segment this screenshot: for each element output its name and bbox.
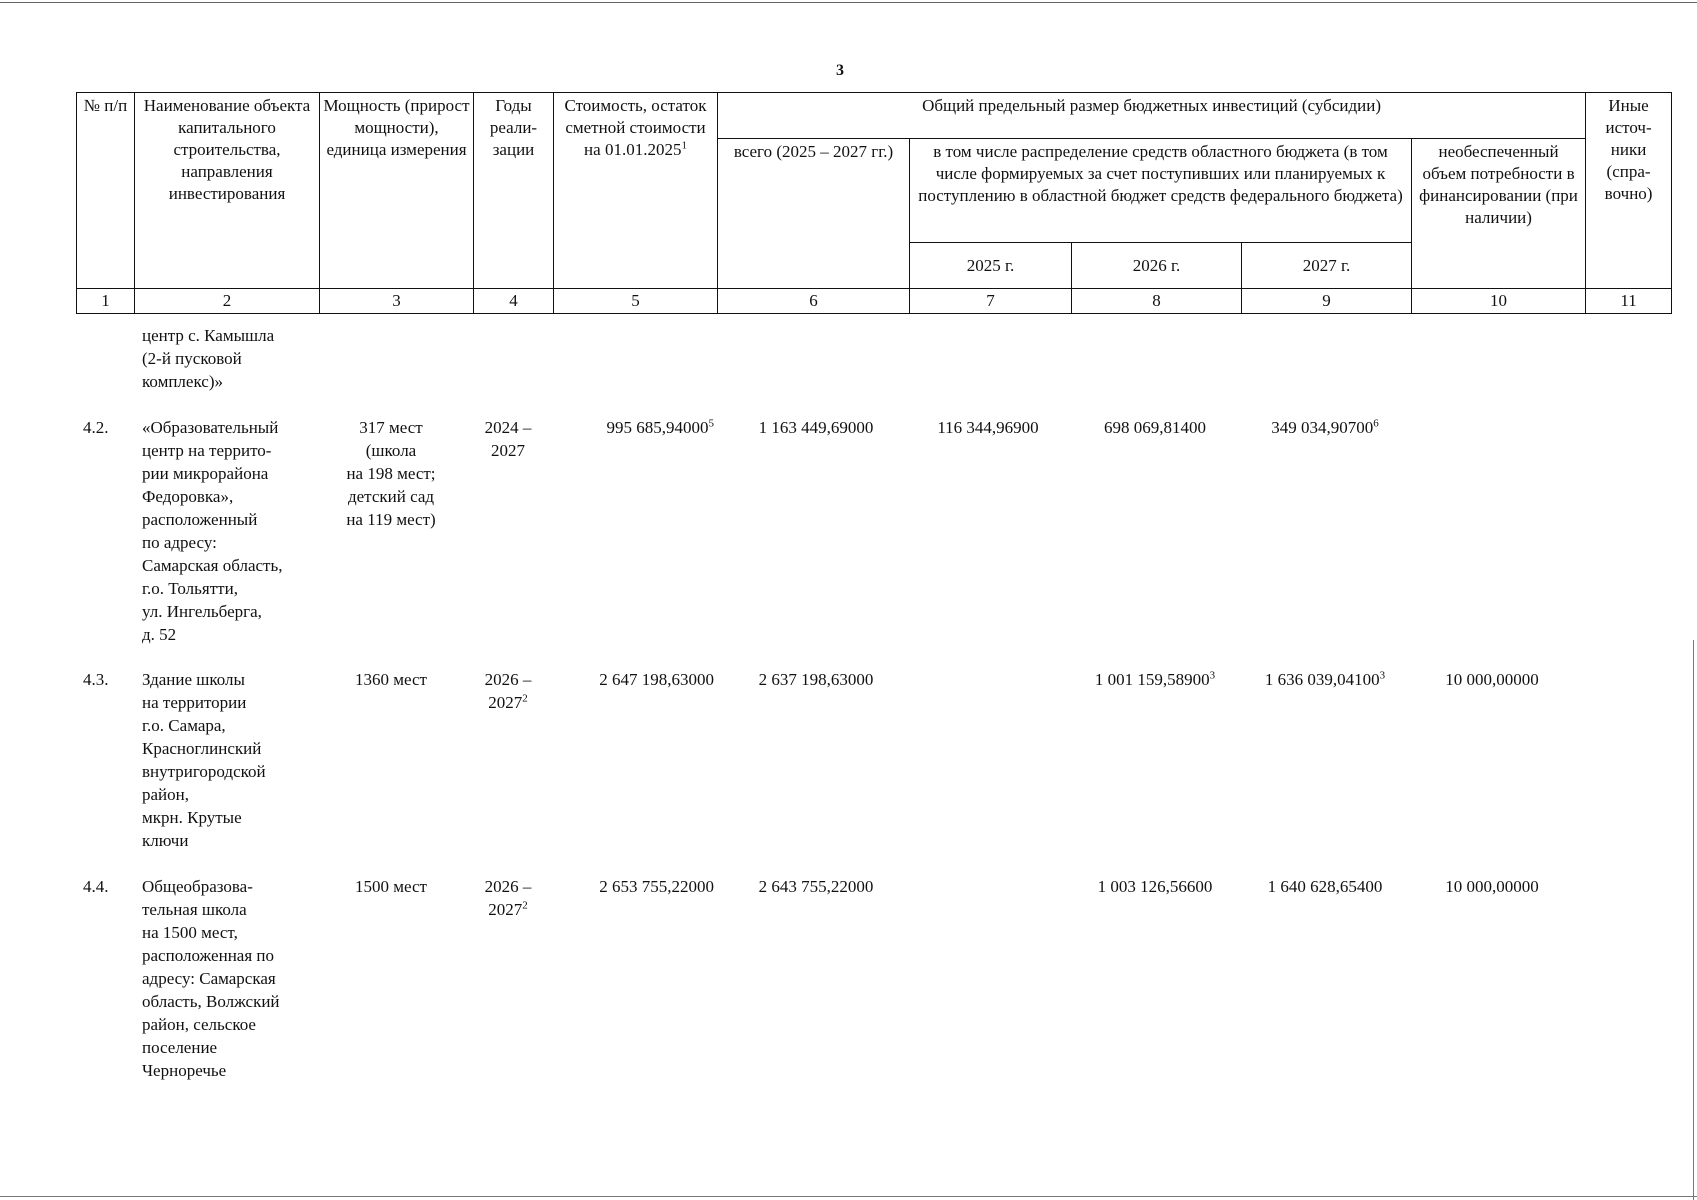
text-line: (2-й пусковой — [142, 349, 242, 368]
column-number: 10 — [1412, 289, 1586, 314]
text-line: район, — [142, 785, 189, 804]
years-end-text: 2027 — [488, 693, 523, 712]
header-other: Иные источ-ники (спра-вочно) — [1586, 93, 1672, 289]
text-line: на территории — [142, 693, 247, 712]
text-line: (школа — [365, 441, 417, 460]
years-end — [470, 691, 546, 714]
cost-note: 5 — [708, 417, 714, 430]
row-number: 4.2. — [83, 418, 109, 437]
column-number: 1 — [77, 289, 135, 314]
years-start: 2026 – — [484, 877, 532, 896]
text-line: Красноглинский — [142, 739, 262, 758]
text-line: комплекс)» — [142, 372, 223, 391]
text-line: 1500 мест — [355, 877, 427, 896]
years-end-text: 2027 — [488, 900, 523, 919]
amount-2026 — [1072, 668, 1238, 691]
text-line: д. 52 — [142, 625, 177, 644]
amount-2026-value: 698 069,81400 — [1104, 418, 1206, 437]
text-line: ул. Ингельберга, — [142, 602, 262, 621]
amount-2025: 116 344,96900 — [937, 418, 1039, 437]
years-note: 2 — [522, 899, 528, 912]
bottom-rule — [0, 1196, 1697, 1197]
text-line: Здание школы — [142, 670, 245, 689]
total: 1 163 449,69000 — [758, 418, 874, 437]
column-number: 2 — [135, 289, 320, 314]
unfunded: 10 000,00000 — [1445, 670, 1539, 689]
text-line: поселение — [142, 1038, 218, 1057]
column-number: 6 — [718, 289, 910, 314]
amount-2026-value: 1 001 159,58900 — [1094, 670, 1210, 689]
years — [470, 668, 546, 714]
cost — [556, 668, 714, 691]
header-group-title: Общий предельный размер бюджетных инвестиций (субсидии) — [718, 93, 1586, 139]
text-line: тельная школа — [142, 900, 247, 919]
amount-2027-value: 349 034,90700 — [1271, 418, 1374, 437]
object-name — [142, 875, 312, 1082]
header-cost-text: Стоимость, остаток сметной стоимости на 01.01.2025 — [564, 96, 707, 159]
amount-2027-value: 1 640 628,65400 — [1267, 877, 1383, 896]
years-start: 2026 – — [484, 670, 532, 689]
cost-value: 2 653 755,22000 — [599, 877, 714, 896]
text-line: г.о. Тольятти, — [142, 579, 238, 598]
years-end — [470, 898, 546, 921]
header-years: Годы реали-зации — [474, 93, 554, 289]
header-name: Наименование объекта капитального строительства, направления инвестирования — [135, 93, 320, 289]
unfunded: 10 000,00000 — [1445, 877, 1539, 896]
amount-2027-note: 3 — [1379, 669, 1386, 682]
years — [470, 875, 546, 921]
capacity — [316, 668, 466, 691]
text-line: расположенная по — [142, 946, 274, 965]
text-line: детский сад — [347, 487, 435, 506]
cost-value: 995 685,94000 — [606, 418, 709, 437]
header-year-2027: 2027 г. — [1242, 243, 1412, 289]
column-number: 11 — [1586, 289, 1672, 314]
amount-2026 — [1072, 416, 1238, 439]
amount-2027 — [1242, 416, 1408, 439]
text-line: на 119 мест) — [346, 510, 436, 529]
row-number: 4.4. — [83, 877, 109, 896]
text-line: адресу: Самарская — [142, 969, 276, 988]
years-note: 2 — [522, 692, 528, 705]
amount-2026-value: 1 003 126,56600 — [1097, 877, 1213, 896]
object-name — [142, 416, 312, 646]
column-number: 8 — [1072, 289, 1242, 314]
amount-2026 — [1072, 875, 1238, 898]
cost-value: 2 647 198,63000 — [599, 670, 714, 689]
years-start: 2024 – — [484, 418, 532, 437]
amount-2027-note: 6 — [1373, 417, 1379, 430]
text-line: 317 мест — [359, 418, 423, 437]
text-line: г.о. Самара, — [142, 716, 226, 735]
amount-2027 — [1242, 668, 1408, 691]
header-total: всего (2025 – 2027 гг.) — [718, 139, 910, 289]
header-unfunded: необеспеченный объем потребности в финансировании (при наличии) — [1412, 139, 1586, 289]
header-year-2026: 2026 г. — [1072, 243, 1242, 289]
years-end — [470, 439, 546, 462]
column-number: 5 — [554, 289, 718, 314]
capacity — [316, 875, 466, 898]
years — [470, 416, 546, 462]
text-line: Федоровка», — [142, 487, 234, 506]
row-number: 4.3. — [83, 670, 109, 689]
text-line: центр на террито- — [142, 441, 272, 460]
text-line: внутригородской — [142, 762, 266, 781]
header-distribution: в том числе распределение средств областного бюджета (в том числе формируемых за счет поступивших или планируемых к поступлению в областной бюджет средств федерального бюджета) — [910, 139, 1412, 243]
header-year-2025: 2025 г. — [910, 243, 1072, 289]
text-line: на 198 мест; — [346, 464, 436, 483]
amount-2026-note: 3 — [1209, 669, 1216, 682]
page-number: 3 — [836, 62, 844, 79]
amount-2027-value: 1 636 039,04100 — [1264, 670, 1380, 689]
header-cost-note: 1 — [681, 139, 687, 152]
top-rule — [0, 2, 1697, 3]
text-line: центр с. Камышла — [142, 326, 275, 345]
text-line: по адресу: — [142, 533, 217, 552]
total: 2 643 755,22000 — [758, 877, 874, 896]
header-capacity: Мощность (прирост мощности), единица измерения — [320, 93, 474, 289]
cost — [556, 416, 714, 439]
column-number: 3 — [320, 289, 474, 314]
column-number: 7 — [910, 289, 1072, 314]
text-line: Черноречье — [142, 1061, 227, 1080]
amount-2027 — [1242, 875, 1408, 898]
text-line: «Образовательный — [142, 418, 279, 437]
column-number: 9 — [1242, 289, 1412, 314]
text-line: расположенный — [142, 510, 258, 529]
total: 2 637 198,63000 — [758, 670, 874, 689]
object-name — [142, 324, 312, 393]
text-line: рии микрорайона — [142, 464, 269, 483]
text-line: 1360 мест — [355, 670, 427, 689]
years-end-text: 2027 — [491, 441, 525, 460]
cost — [556, 875, 714, 898]
right-rule — [1693, 640, 1694, 1200]
text-line: Общеобразова- — [142, 877, 253, 896]
text-line: ключи — [142, 831, 189, 850]
column-number: 4 — [474, 289, 554, 314]
capacity — [316, 416, 466, 531]
header-no: № п/п — [77, 93, 135, 289]
table-header — [76, 92, 1672, 314]
text-line: область, Волжский — [142, 992, 280, 1011]
object-name — [142, 668, 312, 852]
text-line: Самарская область, — [142, 556, 283, 575]
text-line: мкрн. Крутые — [142, 808, 242, 827]
text-line: на 1500 мест, — [142, 923, 238, 942]
header-cost — [554, 93, 718, 289]
text-line: район, сельское — [142, 1015, 256, 1034]
